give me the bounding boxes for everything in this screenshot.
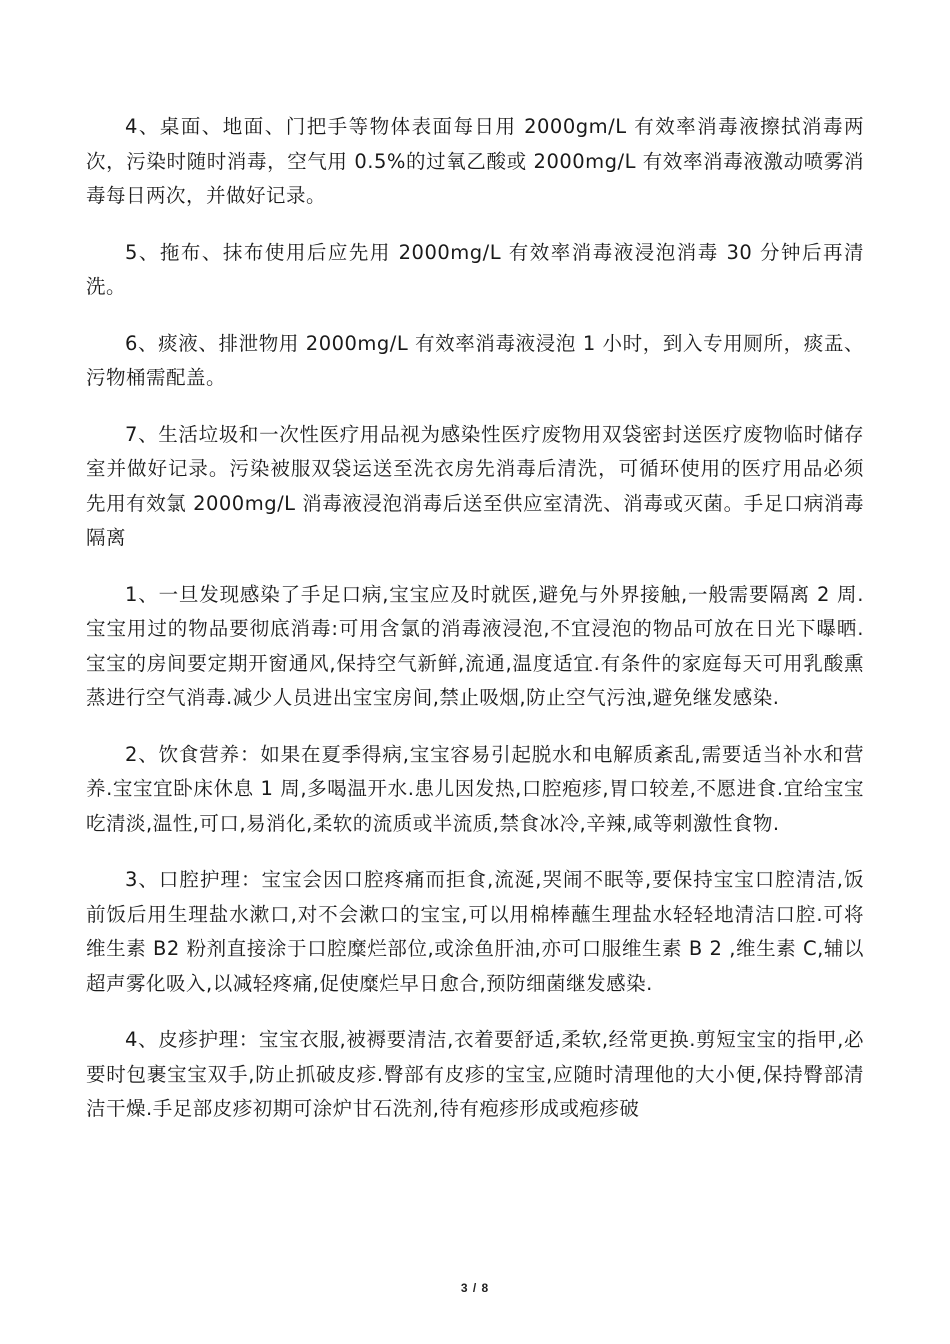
paragraph-excreta-disposal: 6、痰液、排泄物用 2000mg/L 有效率消毒液浸泡 1 小时，到入专用厕所，痰盂、污物桶需配盖。	[86, 331, 864, 389]
paragraph-diet-nutrition: 2、饮食营养：如果在夏季得病,宝宝容易引起脱水和电解质紊乱,需要适当补水和营养.宝宝宜卧床休息 1 周,多喝温开水.患儿因发热,口腔疱疹,胃口较差,不愿进食.宜给宝宝吃清淡,温性,可口,易消化,柔软的流质或半流质,禁食冰冷,辛辣,咸等刺激性食物.	[86, 742, 864, 835]
paragraph-isolation: 1、一旦发现感染了手足口病,宝宝应及时就医,避免与外界接触,一般需要隔离 2 周.宝宝用过的物品要彻底消毒:可用含氯的消毒液浸泡,不宜浸泡的物品可放在日光下曝晒.宝宝的房间要定期开窗通风,保持空气新鲜,流通,温度适宜.有条件的家庭每天可用乳酸熏蒸进行空气消毒.减少人员进出宝宝房间,禁止吸烟,防止空气污浊,避免继发感染.	[86, 582, 864, 709]
document-body	[86, 110, 864, 1149]
paragraph-medical-waste: 7、生活垃圾和一次性医疗用品视为感染性医疗废物用双袋密封送医疗废物临时储存室并做好记录。污染被服双袋运送至洗衣房先消毒后清洗，可循环使用的医疗用品必须先用有效氯 2000mg/L 消毒液浸泡消毒后送至供应室清洗、消毒或灭菌。手足口病消毒隔离	[86, 422, 864, 549]
paragraph-oral-care: 3、口腔护理：宝宝会因口腔疼痛而拒食,流涎,哭闹不眠等,要保持宝宝口腔清洁,饭前饭后用生理盐水漱口,对不会漱口的宝宝,可以用棉棒蘸生理盐水轻轻地清洁口腔.可将维生素 B2 粉剂直接涂于口腔糜烂部位,或涂鱼肝油,亦可口服维生素 B 2 ,维生素 C,辅以超声雾化吸入,以减轻疼痛,促使糜烂早日愈合,预防细菌继发感染.	[86, 868, 864, 995]
paragraph-rash-care: 4、皮疹护理：宝宝衣服,被褥要清洁,衣着要舒适,柔软,经常更换.剪短宝宝的指甲,必要时包裹宝宝双手,防止抓破皮疹.臀部有皮疹的宝宝,应随时清理他的大小便,保持臀部清洁干燥.手足部皮疹初期可涂炉甘石洗剂,待有疱疹形成或疱疹破	[86, 1028, 864, 1120]
page-number: 3 / 8	[460, 1281, 490, 1295]
paragraph-surface-disinfection: 4、桌面、地面、门把手等物体表面每日用 2000gm/L 有效率消毒液擦拭消毒两次，污染时随时消毒，空气用 0.5%的过氧乙酸或 2000mg/L 有效率消毒液激动喷雾消毒每日两次，并做好记录。	[86, 115, 864, 207]
paragraph-mop-disinfection: 5、拖布、抹布使用后应先用 2000mg/L 有效率消毒液浸泡消毒 30 分钟后再清洗。	[86, 240, 864, 298]
